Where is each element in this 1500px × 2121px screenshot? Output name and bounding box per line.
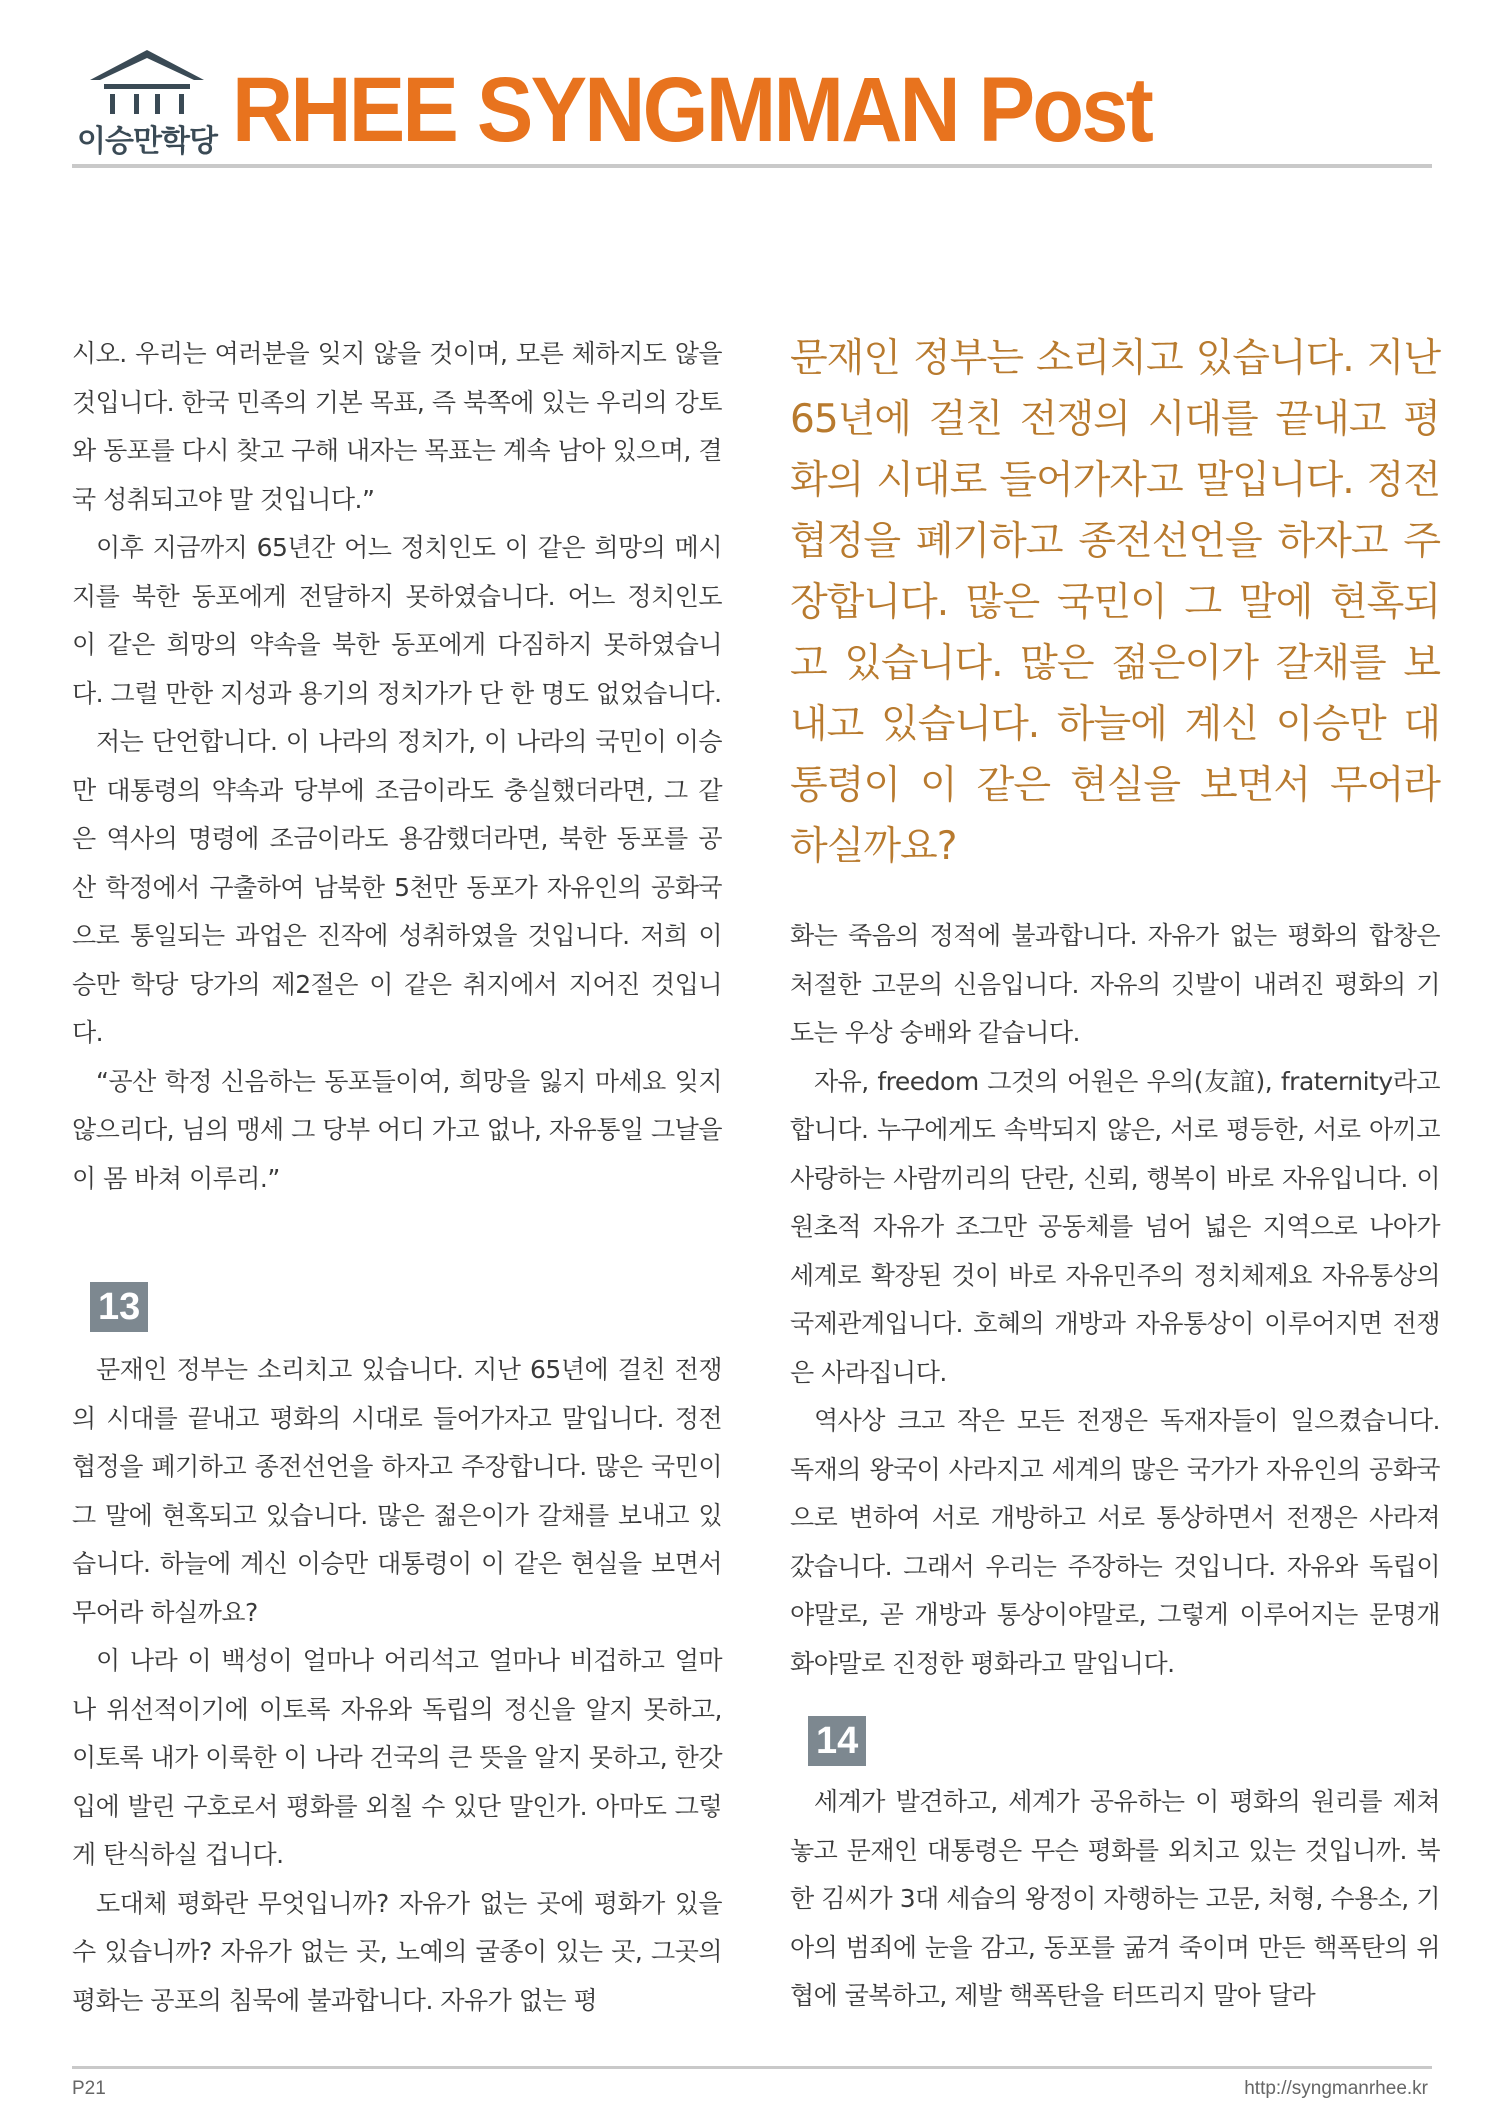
right-column-lower xyxy=(790,1778,1440,2021)
pull-quote: 문재인 정부는 소리치고 있습니다. 지난 65년에 걸친 전쟁의 시대를 끝내고 평화의 시대로 들어가자고 말입니다. 정전협정을 폐기하고 종전선언을 하자고 주장합니다. 많은 국민이 그 말에 현혹되고 있습니다. 많은 젊은이가 갈채를 보내고 있습니다. 하늘에 계신 이승만 대통령이 이 같은 현실을 보면서 무어라 하실까요? xyxy=(790,336,1440,869)
paragraph: 이 나라 이 백성이 얼마나 어리석고 얼마나 비겁하고 얼마나 위선적이기에 이토록 자유와 독립의 정신을 알지 못하고, 이토록 내가 이룩한 이 나라 건국의 큰 뜻을 알지 못하고, 한갓 입에 발린 구호로서 평화를 외칠 수 있단 말인가. 아마도 그렇게 탄식하실 겁니다. xyxy=(72,1646,722,1869)
left-column-lower xyxy=(72,1346,722,2025)
left-column xyxy=(72,330,722,1203)
paragraph: 자유, freedom 그것의 어원은 우의(友誼), fraternity라고 합니다. 누구에게도 속박되지 않은, 서로 평등한, 서로 아끼고 사랑하는 사람끼리의 단란, 신뢰, 행복이 바로 자유입니다. 이 원초적 자유가 조그만 공동체를 넘어 넓은 지역으로 나아가 세계로 확장된 것이 바로 자유민주의 정치체제요 자유통상의 국제관계입니다. 호혜의 개방과 자유통상이 이루어지면 전쟁은 사라집니다. xyxy=(790,1066,1440,1387)
header-divider xyxy=(72,164,1432,168)
footer-divider xyxy=(72,2066,1432,2069)
page-number: P21 xyxy=(72,2078,106,2099)
right-column xyxy=(790,912,1440,1688)
section-heading xyxy=(90,1282,148,1332)
masthead xyxy=(72,44,1432,164)
logo-text: 이승만학당 xyxy=(77,124,217,159)
section-number-badge: 13 xyxy=(90,1282,148,1332)
paragraph: “공산 학정 신음하는 동포들이여, 희망을 잃지 마세요 잊지 않으리다, 님의 맹세 그 당부 어디 가고 없나, 자유통일 그날을 이 몸 바쳐 이루리.” xyxy=(72,1066,722,1193)
paragraph: 문재인 정부는 소리치고 있습니다. 지난 65년에 걸친 전쟁의 시대를 끝내고 평화의 시대로 들어가자고 말입니다. 정전협정을 폐기하고 종전선언을 하자고 주장합니다. 많은 국민이 그 말에 현혹되고 있습니다. 많은 젊은이가 갈채를 보내고 있습니다. 하늘에 계신 이승만 대통령이 이 같은 현실을 보면서 무어라 하실까요? xyxy=(72,1355,722,1627)
section-number-badge: 14 xyxy=(808,1716,866,1766)
paragraph: 화는 죽음의 정적에 불과합니다. 자유가 없는 평화의 합창은 처절한 고문의 신음입니다. 자유의 깃발이 내려진 평화의 기도는 우상 숭배와 같습니다. xyxy=(790,921,1440,1047)
house-logo-icon xyxy=(84,48,210,118)
paragraph: 도대체 평화란 무엇입니까? 자유가 없는 곳에 평화가 있을 수 있습니까? 자유가 없는 곳, 노예의 굴종이 있는 곳, 그곳의 평화는 공포의 침묵에 불과합니다. 자유가 없는 평 xyxy=(72,1888,722,2015)
publication-title: RHEE SYNGMMAN Post xyxy=(232,59,1152,161)
footer-url[interactable]: http://syngmanrhee.kr xyxy=(1244,2078,1428,2099)
section-heading xyxy=(808,1716,866,1766)
logo xyxy=(72,44,222,159)
paragraph: 역사상 크고 작은 모든 전쟁은 독재자들이 일으켰습니다. 독재의 왕국이 사라지고 세계의 많은 국가가 자유인의 공화국으로 변하여 서로 개방하고 서로 통상하면서 전쟁은 사라져 갔습니다. 그래서 우리는 주장하는 것입니다. 자유와 독립이야말로, 곧 개방과 통상이야말로, 그렇게 이루어지는 문명개화야말로 진정한 평화라고 말입니다. xyxy=(790,1406,1440,1678)
paragraph: 시오. 우리는 여러분을 잊지 않을 것이며, 모른 체하지도 않을 것입니다. 한국 민족의 기본 목표, 즉 북쪽에 있는 우리의 강토와 동포를 다시 찾고 구해 내자는 목표는 계속 남아 있으며, 결국 성취되고야 말 것입니다.” xyxy=(72,339,722,514)
paragraph: 저는 단언합니다. 이 나라의 정치가, 이 나라의 국민이 이승만 대통령의 약속과 당부에 조금이라도 충실했더라면, 그 같은 역사의 명령에 조금이라도 용감했더라면, 북한 동포를 공산 학정에서 구출하여 남북한 5천만 동포가 자유인의 공화국으로 통일되는 과업은 진작에 성취하였을 것입니다. 저희 이승만 학당 당가의 제2절은 이 같은 취지에서 지어진 것입니다. xyxy=(72,727,722,1047)
paragraph: 세계가 발견하고, 세계가 공유하는 이 평화의 원리를 제쳐놓고 문재인 대통령은 무슨 평화를 외치고 있는 것입니까. 북한 김씨가 3대 세습의 왕정이 자행하는 고문, 처형, 수용소, 기아의 범죄에 눈을 감고, 동포를 굶겨 죽이며 만든 핵폭탄의 위협에 굴복하고, 제발 핵폭탄을 터뜨리지 말아 달라 xyxy=(790,1787,1440,2010)
paragraph: 이후 지금까지 65년간 어느 정치인도 이 같은 희망의 메시지를 북한 동포에게 전달하지 못하였습니다. 어느 정치인도 이 같은 희망의 약속을 북한 동포에게 다짐하지 못하였습니다. 그럴 만한 지성과 용기의 정치가가 단 한 명도 없었습니다. xyxy=(72,533,722,708)
